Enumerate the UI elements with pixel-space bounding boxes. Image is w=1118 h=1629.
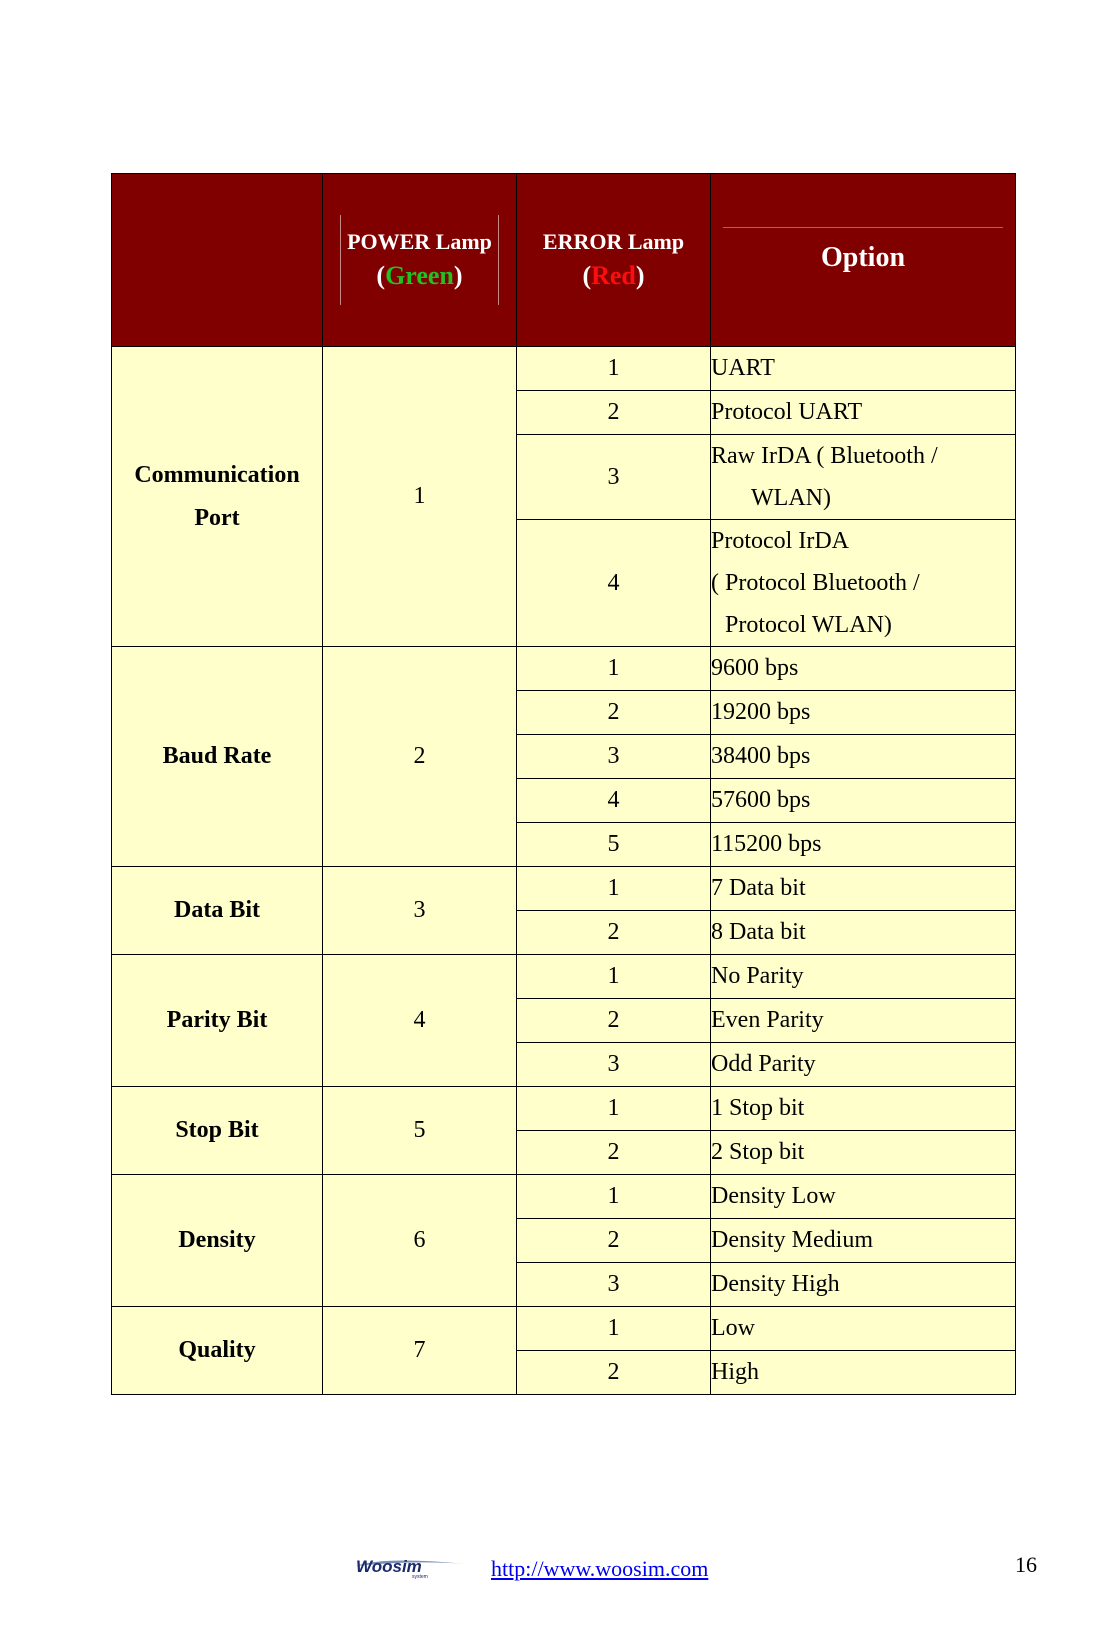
- option-line: Protocol IrDA: [711, 528, 849, 554]
- option-value: Odd Parity: [711, 1043, 1016, 1087]
- group-communication-port: [112, 347, 323, 647]
- option-value: 7 Data bit: [711, 867, 1016, 911]
- settings-table: [111, 173, 1016, 1395]
- error-lamp-count: 1: [517, 647, 711, 691]
- error-lamp-count: 3: [517, 1263, 711, 1307]
- error-lamp-count: 1: [517, 955, 711, 999]
- power-lamp-label: POWER Lamp: [347, 229, 492, 254]
- option-line: Raw IrDA ( Bluetooth /: [711, 443, 938, 469]
- table-row: [112, 647, 1016, 691]
- error-lamp-count: 4: [517, 520, 711, 647]
- error-lamp-count: 1: [517, 1307, 711, 1351]
- power-lamp-count: 1: [323, 347, 517, 647]
- group-data-bit: Data Bit: [112, 867, 323, 955]
- option-value: Low: [711, 1307, 1016, 1351]
- option-value: [711, 520, 1016, 647]
- error-lamp-count: 2: [517, 1351, 711, 1395]
- header-row: [112, 174, 1016, 347]
- error-lamp-color: Red: [591, 261, 636, 290]
- error-lamp-count: 4: [517, 779, 711, 823]
- error-lamp-count: 1: [517, 347, 711, 391]
- option-line: ( Protocol Bluetooth /: [711, 570, 920, 596]
- option-value: Density Medium: [711, 1219, 1016, 1263]
- power-lamp-count: 2: [323, 647, 517, 867]
- header-option: [711, 174, 1016, 347]
- error-lamp-count: 1: [517, 867, 711, 911]
- group-baud-rate: Baud Rate: [112, 647, 323, 867]
- power-lamp-count: 4: [323, 955, 517, 1087]
- group-stop-bit: Stop Bit: [112, 1087, 323, 1175]
- logo-wordmark: Woosim: [356, 1557, 422, 1576]
- option-heading: Option: [723, 227, 1003, 274]
- option-value: 8 Data bit: [711, 911, 1016, 955]
- error-lamp-label: ERROR Lamp: [542, 229, 685, 254]
- power-lamp-count: 7: [323, 1307, 517, 1395]
- header-empty-cell: [112, 174, 323, 347]
- option-value: Protocol UART: [711, 391, 1016, 435]
- error-lamp-count: 3: [517, 435, 711, 520]
- option-value: 115200 bps: [711, 823, 1016, 867]
- error-lamp-count: 2: [517, 691, 711, 735]
- option-value: 2 Stop bit: [711, 1131, 1016, 1175]
- error-lamp-count: 2: [517, 1131, 711, 1175]
- power-lamp-count: 3: [323, 867, 517, 955]
- website-link[interactable]: http://www.woosim.com: [491, 1556, 709, 1581]
- group-quality: Quality: [112, 1307, 323, 1395]
- error-lamp-count: 5: [517, 823, 711, 867]
- power-lamp-count: 6: [323, 1175, 517, 1307]
- table-row: [112, 1175, 1016, 1219]
- option-value: No Parity: [711, 955, 1016, 999]
- table-row: [112, 867, 1016, 911]
- error-lamp-count: 2: [517, 999, 711, 1043]
- woosim-logo: [354, 1552, 470, 1580]
- option-value: High: [711, 1351, 1016, 1395]
- group-name-line: Port: [194, 504, 240, 531]
- page-footer: [0, 1548, 1118, 1592]
- table-row: [112, 1307, 1016, 1351]
- header-power-lamp: POWER Lamp (Green): [323, 174, 517, 347]
- page-number: 16: [1015, 1552, 1037, 1577]
- error-lamp-count: 1: [517, 1087, 711, 1131]
- error-lamp-count: 1: [517, 1175, 711, 1219]
- error-lamp-count: 2: [517, 911, 711, 955]
- option-value: 38400 bps: [711, 735, 1016, 779]
- option-value: Density Low: [711, 1175, 1016, 1219]
- power-lamp-color: Green: [385, 261, 454, 290]
- error-lamp-count: 2: [517, 1219, 711, 1263]
- group-density: Density: [112, 1175, 323, 1307]
- option-line: WLAN): [751, 485, 831, 511]
- option-value: 57600 bps: [711, 779, 1016, 823]
- group-name-line: Communication: [134, 461, 300, 488]
- option-value: Even Parity: [711, 999, 1016, 1043]
- error-lamp-count: 3: [517, 1043, 711, 1087]
- option-value: 1 Stop bit: [711, 1087, 1016, 1131]
- option-value: Density High: [711, 1263, 1016, 1307]
- option-value: 9600 bps: [711, 647, 1016, 691]
- table-row: [112, 955, 1016, 999]
- option-line: Protocol WLAN): [725, 612, 892, 638]
- header-error-lamp: ERROR Lamp (Red): [517, 174, 711, 347]
- table-row: [112, 347, 1016, 391]
- error-lamp-count: 3: [517, 735, 711, 779]
- svg-text:system: system: [412, 1574, 428, 1580]
- option-value: [711, 435, 1016, 520]
- power-lamp-count: 5: [323, 1087, 517, 1175]
- error-lamp-count: 2: [517, 391, 711, 435]
- option-value: UART: [711, 347, 1016, 391]
- group-parity-bit: Parity Bit: [112, 955, 323, 1087]
- option-value: 19200 bps: [711, 691, 1016, 735]
- table-row: [112, 1087, 1016, 1131]
